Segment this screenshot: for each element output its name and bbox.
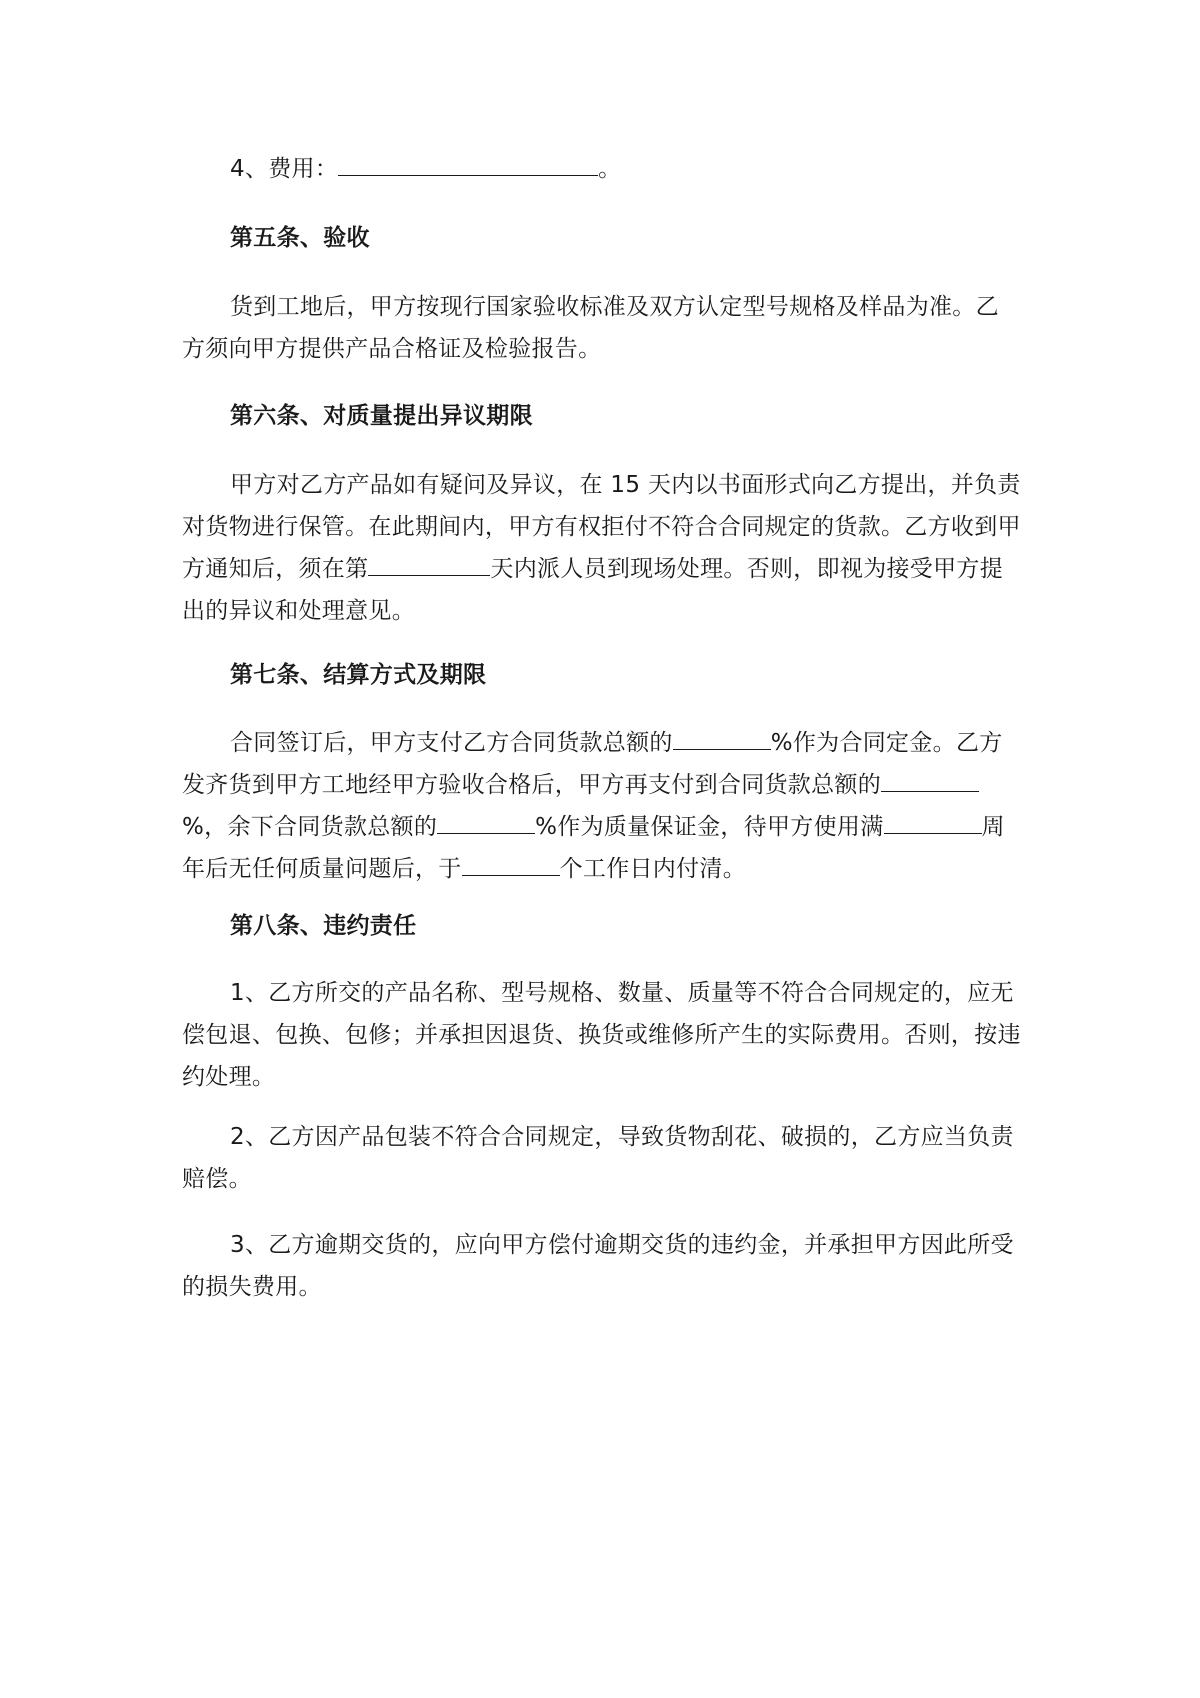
fee-line — [182, 148, 1022, 190]
deposit-percent-blank[interactable] — [673, 725, 771, 750]
fee-blank[interactable] — [338, 151, 598, 176]
article7-title: 第七条、结算方式及期限 — [230, 662, 487, 688]
article6-body-part2: 天内派人员到现场处理。否则，即视为接受甲方提出的异议和处理意见。 — [182, 556, 1004, 624]
article6-body — [182, 464, 1022, 632]
warranty-years-blank[interactable] — [884, 809, 982, 834]
payment-days-blank[interactable] — [462, 851, 560, 876]
article8-item3: 3、乙方逾期交货的，应向甲方偿付逾期交货的违约金，并承担甲方因此所受的损失费用。 — [182, 1232, 1014, 1300]
article7-part5: 周年后无任何质量问题后，于 — [182, 814, 1005, 882]
fee-suffix: 。 — [598, 156, 622, 182]
article7-part2: %作为合同定金。乙方发齐货到甲方工地经甲方验收合格后，甲方再支付到合同货款总额的 — [182, 730, 1003, 798]
fee-label: 4、费用： — [230, 156, 339, 182]
article7-part4: %作为质量保证金，待甲方使用满 — [535, 814, 884, 840]
article7-part3: %，余下合同货款总额的 — [182, 814, 438, 840]
article6-title: 第六条、对质量提出异议期限 — [230, 403, 533, 429]
article7-body — [182, 722, 1022, 890]
article7-part1: 合同签订后，甲方支付乙方合同货款总额的 — [230, 730, 673, 756]
article8-title: 第八条、违约责任 — [230, 913, 417, 939]
article6-body-part1: 甲方对乙方产品如有疑问及异议，在 15 天内以书面形式向乙方提出，并负责对货物进行保管。在此期间内，甲方有权拒付不符合合同规定的货款。乙方收到甲方通知后，须在第 — [182, 472, 1021, 582]
article6-days-blank[interactable] — [368, 551, 490, 576]
warranty-percent-blank[interactable] — [437, 809, 535, 834]
article5-body: 货到工地后，甲方按现行国家验收标准及双方认定型号规格及样品为准。乙方须向甲方提供产品合格证及检验报告。 — [182, 294, 999, 362]
article8-item1: 1、乙方所交的产品名称、型号规格、数量、质量等不符合合同规定的，应无偿包退、包换、包修；并承担因退货、换货或维修所产生的实际费用。否则，按违约处理。 — [182, 980, 1021, 1090]
article5-title: 第五条、验收 — [230, 225, 370, 251]
article7-part6: 个工作日内付清。 — [559, 856, 747, 882]
article8-item2: 2、乙方因产品包装不符合合同规定，导致货物刮花、破损的，乙方应当负责赔偿。 — [182, 1124, 1014, 1192]
second-payment-percent-blank[interactable] — [881, 767, 979, 792]
